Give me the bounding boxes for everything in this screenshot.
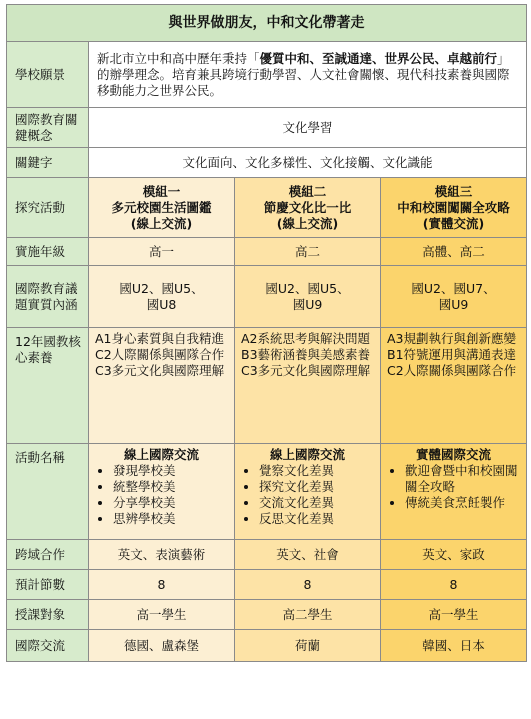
module-1: 模組一 多元校園生活圖鑑 (線上交流) bbox=[89, 178, 235, 238]
row-label-issues: 國際教育議題實質內涵 bbox=[7, 266, 89, 328]
list-item: • 分享學校美 bbox=[113, 495, 228, 511]
competencies-col3: A3規劃執行與創新應變 B1符號運用與溝通表達 C2人際關係與團隊合作 bbox=[381, 328, 527, 444]
grade-col2: 高二 bbox=[235, 238, 381, 266]
cross-col3: 英文、家政 bbox=[381, 540, 527, 570]
row-label-inquiry: 探究活動 bbox=[7, 178, 89, 238]
concept-value: 文化學習 bbox=[89, 108, 527, 148]
activities-col3: 實體國際交流 • 歡迎會暨中和校園闖關全攻略 • 傳統美食烹飪製作 bbox=[381, 444, 527, 540]
grade-col3: 高體、高二 bbox=[381, 238, 527, 266]
issues-col2: 國U2、國U5、 國U9 bbox=[235, 266, 381, 328]
row-label-cross: 跨域合作 bbox=[7, 540, 89, 570]
module-3: 模組三 中和校園闖關全攻略 (實體交流) bbox=[381, 178, 527, 238]
activities-list-1 bbox=[95, 463, 228, 527]
cross-col2: 英文、社會 bbox=[235, 540, 381, 570]
row-label-grade: 實施年級 bbox=[7, 238, 89, 266]
row-label-exchange: 國際交流 bbox=[7, 630, 89, 662]
hours-col1: 8 bbox=[89, 570, 235, 600]
hours-col3: 8 bbox=[381, 570, 527, 600]
issues-col1: 國U2、國U5、 國U8 bbox=[89, 266, 235, 328]
list-item: • 反思文化差異 bbox=[259, 511, 374, 527]
competencies-col1: A1身心素質與自我精進 C2人際關係與團隊合作 C3多元文化與國際理解 bbox=[89, 328, 235, 444]
activities-list-3 bbox=[387, 463, 520, 511]
vision-text: 新北市立中和高中歷年秉持「優質中和、至誠通達、世界公民、卓越前行」的辦學理念。培育兼具跨境行動學習、人文社會關懷、現代科技素養與國際移動能力之世界公民。 bbox=[89, 42, 527, 108]
table-title: 與世界做朋友，中和文化帶著走 bbox=[7, 5, 527, 42]
list-item: • 發現學校美 bbox=[113, 463, 228, 479]
list-item: • 傳統美食烹飪製作 bbox=[405, 495, 520, 511]
list-item: • 探究文化差異 bbox=[259, 479, 374, 495]
row-label-vision: 學校願景 bbox=[7, 42, 89, 108]
target-col2: 高二學生 bbox=[235, 600, 381, 630]
list-item: • 交流文化差異 bbox=[259, 495, 374, 511]
list-item: • 思辨學校美 bbox=[113, 511, 228, 527]
cross-col1: 英文、表演藝術 bbox=[89, 540, 235, 570]
activities-col1: 線上國際交流 • 發現學校美 • 統整學校美 • 分享學校美 • 思辨學校美 bbox=[89, 444, 235, 540]
activities-list-2 bbox=[241, 463, 374, 527]
list-item: • 歡迎會暨中和校園闖關全攻略 bbox=[405, 463, 520, 495]
exchange-col3: 韓國、日本 bbox=[381, 630, 527, 662]
exchange-col1: 德國、盧森堡 bbox=[89, 630, 235, 662]
target-col1: 高一學生 bbox=[89, 600, 235, 630]
target-col3: 高一學生 bbox=[381, 600, 527, 630]
row-label-target: 授課對象 bbox=[7, 600, 89, 630]
row-label-concept: 國際教育關鍵概念 bbox=[7, 108, 89, 148]
row-label-keywords: 關鍵字 bbox=[7, 148, 89, 178]
module-2: 模組二 節慶文化比一比 (線上交流) bbox=[235, 178, 381, 238]
activities-col2: 線上國際交流 • 覺察文化差異 • 探究文化差異 • 交流文化差異 • 反思文化差異 bbox=[235, 444, 381, 540]
row-label-activities: 活動名稱 bbox=[7, 444, 89, 540]
curriculum-table bbox=[6, 4, 527, 662]
row-label-competencies: 12年國教核心素養 bbox=[7, 328, 89, 444]
issues-col3: 國U2、國U7、 國U9 bbox=[381, 266, 527, 328]
list-item: • 覺察文化差異 bbox=[259, 463, 374, 479]
competencies-col2: A2系統思考與解決問題 B3藝術涵養與美感素養 C3多元文化與國際理解 bbox=[235, 328, 381, 444]
row-label-hours: 預計節數 bbox=[7, 570, 89, 600]
exchange-col2: 荷蘭 bbox=[235, 630, 381, 662]
hours-col2: 8 bbox=[235, 570, 381, 600]
grade-col1: 高一 bbox=[89, 238, 235, 266]
keywords-value: 文化面向、文化多樣性、文化接觸、文化識能 bbox=[89, 148, 527, 178]
list-item: • 統整學校美 bbox=[113, 479, 228, 495]
